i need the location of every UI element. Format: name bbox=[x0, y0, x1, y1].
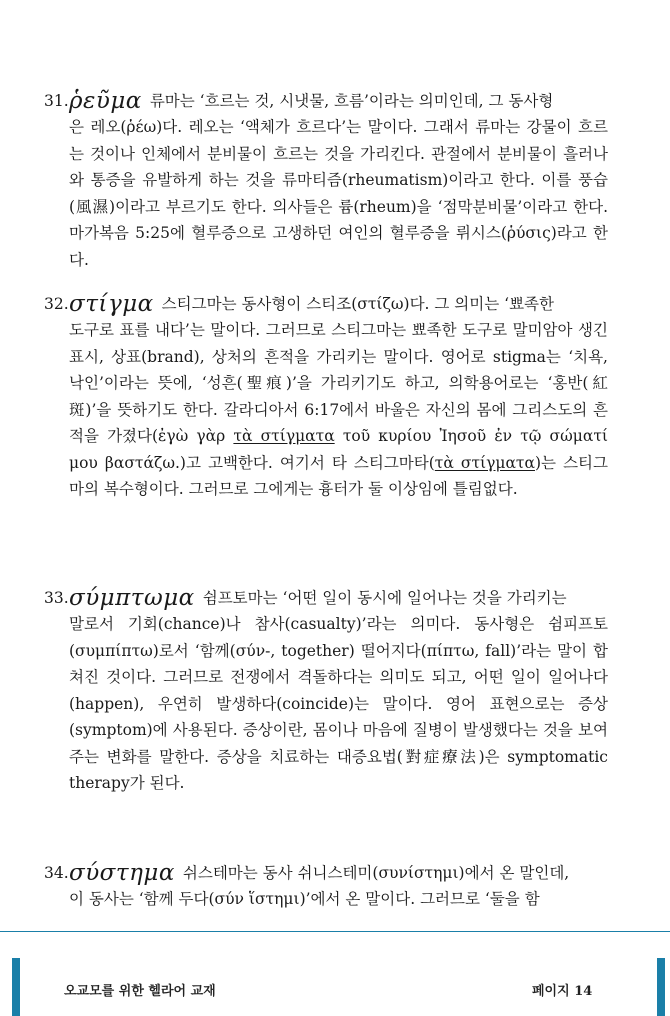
entry-head bbox=[44, 860, 608, 886]
greek-term: σύστημα bbox=[69, 860, 175, 886]
entry-head bbox=[44, 88, 608, 114]
greek-term: ῥεῦμα bbox=[69, 88, 142, 114]
underlined-greek: τὰ στίγματα bbox=[233, 427, 335, 445]
entry-body: 은 레오(ῥέω)다. 레오는 ‘액체가 흐르다’는 말이다. 그래서 류마는 강물이 흐르는 것이나 인체에서 분비물이 흐르는 것을 가리킨다. 관절에서 분비물이 흘러나와 통증을 유발하게 하는 것을 류마티즘(rheumatism)이라고 한다. 이를 풍습(風濕)이라고 부르기도 한다. 의사들은 륨(rheum)을 ‘점막분비물’이라고 한다. 마가복음 5:25에 혈루증으로 고생하던 여인의 혈루증을 뤼시스(ῥύσις)라고 한다. bbox=[69, 118, 608, 269]
entry-32 bbox=[44, 291, 608, 503]
entry-body-part: )는 스티그마의 복수형이다. 그러므로 그에게는 흉터가 둘 이상임에 틀림없다. bbox=[69, 453, 608, 498]
entry-body-part: 도구로 표를 내다’는 말이다. 그러므로 스티그마는 뾰족한 도구로 말미암아 생긴 표시, 상표(brand), 상처의 흔적을 가리키는 말이다. 영어로 stigma는 ‘치욕, 낙인’이라는 뜻에, ‘성흔(聖痕)’을 가리키기도 하고, 의학용어로는 ‘홍반(紅斑)’을 뜻하기도 한다. 갈라디아서 6:17에서 바울은 자신의 몸에 그리스도의 흔적을 가졌다(ἐγὼ γὰρ bbox=[69, 321, 608, 445]
entry-number: 32. bbox=[44, 295, 69, 313]
entry-31 bbox=[44, 88, 608, 273]
footer-accent-bar-left bbox=[12, 958, 20, 1016]
entry-head-text: 류마는 ‘흐르는 것, 시냇물, 흐름’이라는 의미인데, 그 동사형 bbox=[149, 92, 554, 110]
entry-34 bbox=[44, 860, 608, 913]
entry-body-part: τοῦ κυρίου Ἰησοῦ ἐν τῷ σώματί μου βαστάζω.)고 고백한다. 여기서 타 스티그마타( bbox=[69, 427, 608, 472]
footer-divider bbox=[0, 931, 670, 932]
entry-head-text: 스티그마는 동사형이 스티조(στίζω)다. 그 의미는 ‘뾰족한 bbox=[161, 295, 554, 313]
entry-number: 34. bbox=[44, 864, 69, 882]
footer-book-title: 오교모를 위한 헬라어 교재 bbox=[64, 984, 216, 999]
entry-body: 말로서 기회(chance)나 참사(casualty)’라는 의미다. 동사형은 쉼피프토(συμπίπτω)로서 ‘함께(σύν-, together) 떨어지다(πίπτω, fall)’라는 말이 합쳐진 것이다. 그러므로 전쟁에서 격돌하다는 의미도 되고, 어떤 일이 일어나다(happen), 우연히 발생하다(coincide)는 말이다. 영어 표현으로는 증상(symptom)에 사용된다. 증상이란, 몸이나 마음에 질병이 발생했다는 것을 보여주는 변화를 말한다. 증상을 치료하는 대증요법(對症療法)은 symptomatic therapy가 된다. bbox=[69, 615, 608, 792]
entry-number: 31. bbox=[44, 92, 69, 110]
underlined-greek: τὰ στίγματα bbox=[434, 453, 535, 472]
footer-accent-bar-right bbox=[657, 958, 665, 1016]
entry-head bbox=[44, 585, 608, 611]
entry-head-text: 쉬스테마는 동사 쉬니스테미(συνίστημι)에서 온 말인데, bbox=[182, 864, 570, 882]
entry-head bbox=[44, 291, 608, 317]
entry-body bbox=[44, 317, 608, 503]
greek-term: σύμπτωμα bbox=[69, 585, 195, 611]
entry-33 bbox=[44, 585, 608, 797]
entry-body: 이 동사는 ‘함께 두다(σύν ἵστημι)’에서 온 말이다. 그러므로 ‘둘을 함 bbox=[69, 890, 540, 908]
footer-page-number: 페이지 14 bbox=[532, 984, 593, 999]
entry-head-text: 쉼프토마는 ‘어떤 일이 동시에 일어나는 것을 가리키는 bbox=[202, 589, 567, 607]
greek-term: στίγμα bbox=[69, 291, 154, 317]
entry-number: 33. bbox=[44, 589, 69, 607]
